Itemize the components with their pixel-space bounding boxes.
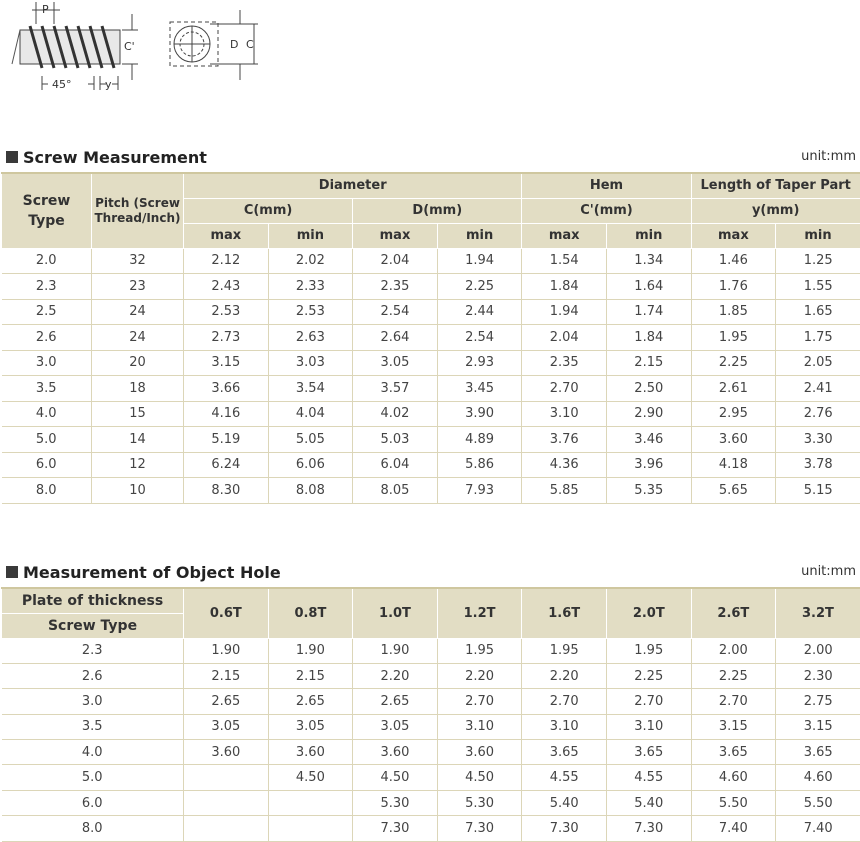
table-cell: 7.40: [691, 816, 776, 841]
table-cell: 2.70: [522, 376, 607, 402]
table-row: [2, 816, 860, 841]
table-cell: 2.25: [691, 663, 776, 688]
table-cell: [184, 765, 269, 790]
header-diameter: Diameter: [184, 173, 522, 198]
table-cell: 2.53: [268, 299, 353, 325]
header-d: D(mm): [353, 198, 522, 223]
table-cell: 2.70: [606, 689, 691, 714]
table-cell: 3.76: [522, 427, 607, 453]
table-row: [2, 663, 860, 688]
screw-measurement-title: [6, 147, 207, 167]
table-cell: 1.55: [776, 274, 860, 300]
table-cell: 5.19: [184, 427, 269, 453]
table-cell: 2.54: [437, 325, 522, 351]
table-cell: 1.90: [268, 638, 353, 663]
table-cell: 3.15: [776, 714, 860, 739]
table-cell: 7.30: [353, 816, 438, 841]
table-cell: 3.60: [353, 740, 438, 765]
table-cell: 7.40: [776, 816, 860, 841]
table-cell: 3.90: [437, 401, 522, 427]
table-cell: 20: [92, 350, 184, 376]
table-cell: [184, 816, 269, 841]
table-cell: 3.65: [691, 740, 776, 765]
table-cell: 4.0: [2, 401, 92, 427]
header-thickness: 0.8T: [268, 588, 353, 638]
table-cell: 1.94: [437, 248, 522, 274]
table-cell: 8.0: [2, 478, 92, 504]
table-cell: 7.30: [437, 816, 522, 841]
header-min: min: [268, 223, 353, 248]
table-cell: 2.15: [606, 350, 691, 376]
table-cell: 3.66: [184, 376, 269, 402]
table-cell: 1.75: [776, 325, 860, 351]
table-cell: 1.95: [691, 325, 776, 351]
table-cell: 4.04: [268, 401, 353, 427]
table-cell: 2.12: [184, 248, 269, 274]
table-cell: 3.05: [184, 714, 269, 739]
table-cell: 24: [92, 325, 184, 351]
table-cell: 2.35: [522, 350, 607, 376]
table-cell: 4.50: [437, 765, 522, 790]
table-cell: 6.0: [2, 452, 92, 478]
table-cell: 2.65: [268, 689, 353, 714]
table-cell: [268, 816, 353, 841]
header-thickness: 0.6T: [184, 588, 269, 638]
table-cell: 5.50: [776, 790, 860, 815]
table-cell: 2.15: [184, 663, 269, 688]
table-cell: 5.15: [776, 478, 860, 504]
table-cell: 4.36: [522, 452, 607, 478]
table-cell: 3.46: [606, 427, 691, 453]
unit-label: unit:mm: [801, 564, 856, 579]
table-cell: 7.93: [437, 478, 522, 504]
table-cell: 6.0: [2, 790, 184, 815]
table-cell: 1.84: [606, 325, 691, 351]
table-row: [2, 638, 860, 663]
table-row: [2, 478, 860, 504]
table-cell: 3.5: [2, 376, 92, 402]
table-cell: 2.35: [353, 274, 438, 300]
screw-measurement-table: [1, 172, 860, 504]
header-thickness: 1.0T: [353, 588, 438, 638]
table-cell: 4.55: [522, 765, 607, 790]
table-cell: 1.95: [606, 638, 691, 663]
table-cell: 2.63: [268, 325, 353, 351]
table-row: [2, 350, 860, 376]
table-cell: 1.95: [437, 638, 522, 663]
label-45: 45°: [52, 78, 72, 91]
table-cell: 2.73: [184, 325, 269, 351]
header-thickness: 1.2T: [437, 588, 522, 638]
table-cell: 8.30: [184, 478, 269, 504]
table-cell: 1.90: [353, 638, 438, 663]
table-cell: 2.6: [2, 325, 92, 351]
square-bullet-icon: [6, 566, 18, 578]
label-p: P: [42, 3, 49, 16]
header-plate-thickness: Plate of thickness: [2, 588, 184, 613]
table-row: [2, 274, 860, 300]
table-cell: 2.00: [691, 638, 776, 663]
table-cell: 3.60: [268, 740, 353, 765]
table-row: [2, 376, 860, 402]
table-row: [2, 427, 860, 453]
table-row: [2, 452, 860, 478]
table-cell: 2.65: [353, 689, 438, 714]
table-cell: 6.06: [268, 452, 353, 478]
table-cell: [268, 790, 353, 815]
table-cell: 2.3: [2, 638, 184, 663]
table-cell: 4.18: [691, 452, 776, 478]
table-cell: 3.15: [691, 714, 776, 739]
table-cell: 3.60: [184, 740, 269, 765]
label-c: C: [246, 38, 254, 51]
table-cell: 3.45: [437, 376, 522, 402]
table-cell: 1.94: [522, 299, 607, 325]
section-title-text: Screw Measurement: [23, 147, 207, 167]
table-cell: 2.70: [691, 689, 776, 714]
header-min: min: [776, 223, 860, 248]
table-cell: 2.30: [776, 663, 860, 688]
label-y: y: [105, 78, 112, 91]
table-cell: 3.30: [776, 427, 860, 453]
table-row: [2, 325, 860, 351]
unit-label: unit:mm: [801, 149, 856, 164]
table-cell: 1.74: [606, 299, 691, 325]
header-max: max: [691, 223, 776, 248]
table-cell: 10: [92, 478, 184, 504]
table-cell: 1.54: [522, 248, 607, 274]
table-cell: 5.30: [353, 790, 438, 815]
table-cell: 2.04: [353, 248, 438, 274]
table-cell: 2.44: [437, 299, 522, 325]
header-max: max: [184, 223, 269, 248]
header-taper: Length of Taper Part: [691, 173, 860, 198]
table-cell: 1.95: [522, 638, 607, 663]
table-cell: 6.04: [353, 452, 438, 478]
table-cell: 3.78: [776, 452, 860, 478]
table-cell: 2.43: [184, 274, 269, 300]
table-cell: 2.5: [2, 299, 92, 325]
table-cell: 2.05: [776, 350, 860, 376]
table-cell: 2.33: [268, 274, 353, 300]
table-cell: 3.54: [268, 376, 353, 402]
table-cell: 3.10: [437, 714, 522, 739]
table-cell: 3.0: [2, 689, 184, 714]
table-cell: 18: [92, 376, 184, 402]
table-cell: 3.03: [268, 350, 353, 376]
table-cell: 2.02: [268, 248, 353, 274]
table-cell: 14: [92, 427, 184, 453]
table-cell: 3.05: [268, 714, 353, 739]
table-cell: 8.08: [268, 478, 353, 504]
table-cell: [184, 790, 269, 815]
table-cell: 3.10: [606, 714, 691, 739]
table-cell: 1.65: [776, 299, 860, 325]
table-cell: 2.70: [437, 689, 522, 714]
table-cell: 1.64: [606, 274, 691, 300]
table-cell: 2.0: [2, 248, 92, 274]
table-cell: 2.25: [691, 350, 776, 376]
table-cell: 5.0: [2, 765, 184, 790]
table-cell: 6.24: [184, 452, 269, 478]
table-cell: 15: [92, 401, 184, 427]
table-cell: 3.05: [353, 350, 438, 376]
header-thickness: 3.2T: [776, 588, 860, 638]
table-cell: 7.30: [606, 816, 691, 841]
table-row: [2, 248, 860, 274]
header-min: min: [437, 223, 522, 248]
header-c-prime: C'(mm): [522, 198, 691, 223]
table-cell: 4.89: [437, 427, 522, 453]
table-cell: 4.50: [268, 765, 353, 790]
table-cell: 7.30: [522, 816, 607, 841]
table-cell: 2.90: [606, 401, 691, 427]
table-cell: 3.96: [606, 452, 691, 478]
table-cell: 3.15: [184, 350, 269, 376]
table-cell: 1.25: [776, 248, 860, 274]
table-cell: 1.84: [522, 274, 607, 300]
table-row: [2, 790, 860, 815]
table-cell: 2.93: [437, 350, 522, 376]
table-cell: 2.76: [776, 401, 860, 427]
table-cell: 2.54: [353, 299, 438, 325]
table-cell: 1.46: [691, 248, 776, 274]
table-cell: 2.15: [268, 663, 353, 688]
table-cell: 1.85: [691, 299, 776, 325]
table-cell: 2.65: [184, 689, 269, 714]
table-row: [2, 765, 860, 790]
table-cell: 4.0: [2, 740, 184, 765]
table-cell: 3.0: [2, 350, 92, 376]
table-cell: 3.65: [522, 740, 607, 765]
header-max: max: [522, 223, 607, 248]
table-cell: 5.03: [353, 427, 438, 453]
table-cell: 5.30: [437, 790, 522, 815]
table-cell: 2.50: [606, 376, 691, 402]
section-title-text: Measurement of Object Hole: [23, 562, 281, 582]
table-cell: 5.50: [691, 790, 776, 815]
table-cell: 12: [92, 452, 184, 478]
table-cell: 4.02: [353, 401, 438, 427]
header-min: min: [606, 223, 691, 248]
table-cell: 3.5: [2, 714, 184, 739]
table-cell: 2.95: [691, 401, 776, 427]
table-cell: 3.05: [353, 714, 438, 739]
table-cell: 3.60: [691, 427, 776, 453]
label-c-prime: C': [124, 40, 135, 53]
header-screw-type: Screw Type: [2, 613, 184, 638]
table-cell: 2.64: [353, 325, 438, 351]
header-y: y(mm): [691, 198, 860, 223]
table-cell: 3.10: [522, 401, 607, 427]
table-cell: 5.86: [437, 452, 522, 478]
table-cell: 2.3: [2, 274, 92, 300]
table-cell: 2.25: [606, 663, 691, 688]
table-cell: 8.05: [353, 478, 438, 504]
table-cell: 5.0: [2, 427, 92, 453]
table-cell: 8.0: [2, 816, 184, 841]
table-cell: 5.85: [522, 478, 607, 504]
table-row: [2, 689, 860, 714]
table-cell: 1.76: [691, 274, 776, 300]
table-cell: 3.10: [522, 714, 607, 739]
table-cell: 32: [92, 248, 184, 274]
table-cell: 5.40: [522, 790, 607, 815]
table-cell: 2.75: [776, 689, 860, 714]
table-row: [2, 299, 860, 325]
table-row: [2, 740, 860, 765]
table-cell: 2.04: [522, 325, 607, 351]
header-thickness: 1.6T: [522, 588, 607, 638]
table-cell: 2.41: [776, 376, 860, 402]
table-cell: 2.00: [776, 638, 860, 663]
table-cell: 3.60: [437, 740, 522, 765]
header-thickness: 2.6T: [691, 588, 776, 638]
table-cell: 3.65: [776, 740, 860, 765]
object-hole-title: [6, 562, 281, 582]
screw-diagram: [8, 0, 258, 95]
table-cell: 2.61: [691, 376, 776, 402]
table-cell: 4.50: [353, 765, 438, 790]
table-cell: 5.05: [268, 427, 353, 453]
table-cell: 1.34: [606, 248, 691, 274]
table-cell: 4.60: [776, 765, 860, 790]
header-c: C(mm): [184, 198, 353, 223]
label-d: D: [230, 38, 239, 51]
table-cell: 24: [92, 299, 184, 325]
table-cell: 5.35: [606, 478, 691, 504]
header-thickness: 2.0T: [606, 588, 691, 638]
table-cell: 2.53: [184, 299, 269, 325]
table-cell: 2.70: [522, 689, 607, 714]
table-cell: 23: [92, 274, 184, 300]
square-bullet-icon: [6, 151, 18, 163]
table-cell: 2.25: [437, 274, 522, 300]
table-cell: 5.40: [606, 790, 691, 815]
table-cell: 4.60: [691, 765, 776, 790]
table-cell: 3.65: [606, 740, 691, 765]
table-cell: 3.57: [353, 376, 438, 402]
header-max: max: [353, 223, 438, 248]
table-cell: 4.16: [184, 401, 269, 427]
table-cell: 2.20: [437, 663, 522, 688]
table-cell: 1.90: [184, 638, 269, 663]
object-hole-table: [1, 587, 860, 842]
table-cell: 2.20: [353, 663, 438, 688]
table-cell: 5.65: [691, 478, 776, 504]
table-cell: 2.6: [2, 663, 184, 688]
table-row: [2, 714, 860, 739]
header-pitch: Pitch (Screw Thread/Inch): [92, 173, 184, 248]
table-row: [2, 401, 860, 427]
table-cell: 2.20: [522, 663, 607, 688]
header-screw-type: Screw Type: [2, 173, 92, 248]
table-cell: 4.55: [606, 765, 691, 790]
header-hem: Hem: [522, 173, 691, 198]
